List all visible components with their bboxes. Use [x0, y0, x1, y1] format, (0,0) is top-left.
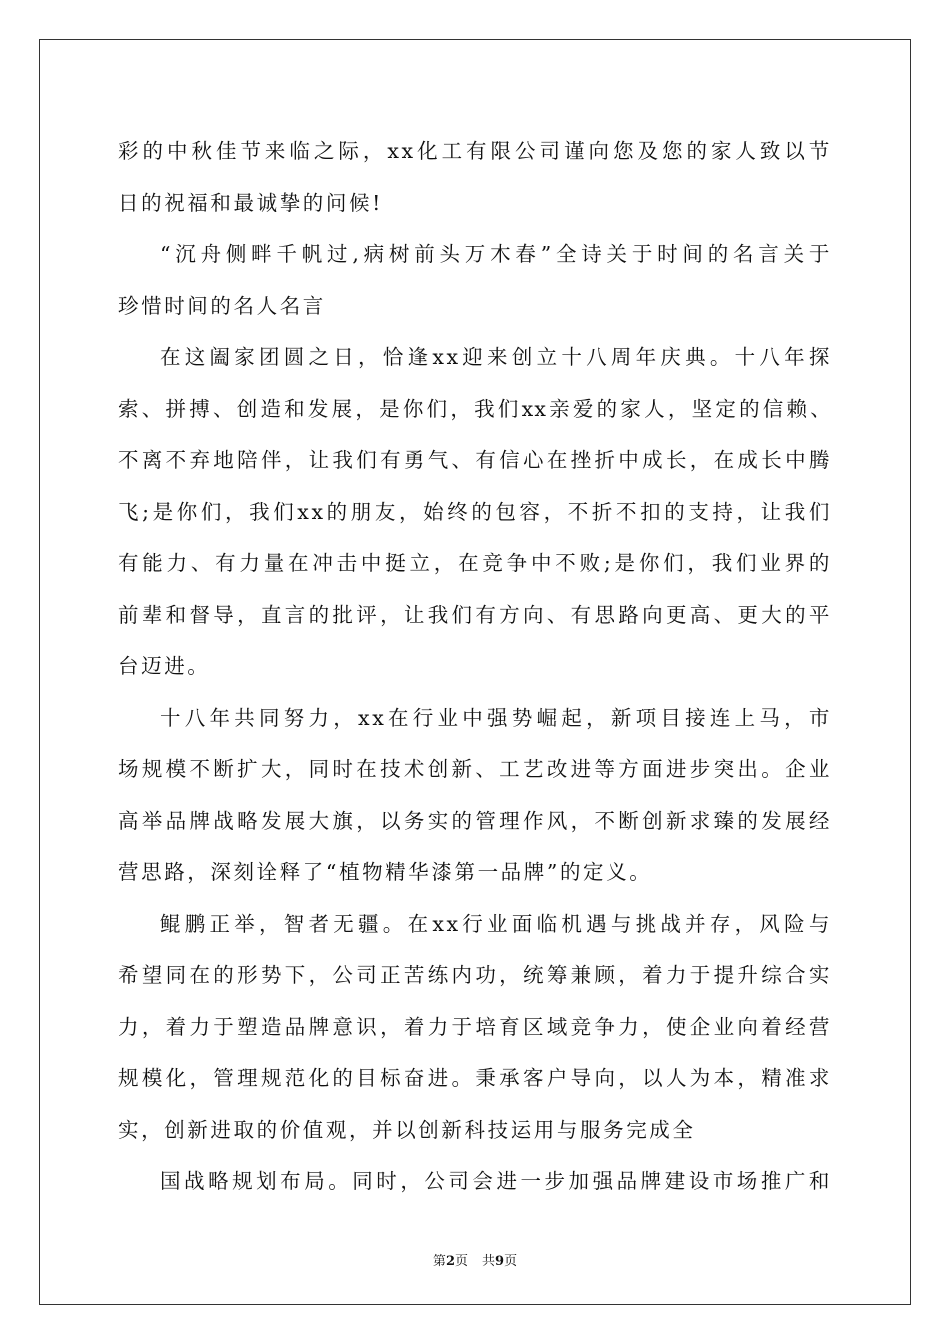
total-pages: 9	[495, 1254, 505, 1269]
page-suffix: 页	[454, 1254, 468, 1269]
text-line: 实，创新进取的价值观，并以创新科技运用与服务完成全	[118, 1118, 696, 1142]
page-footer	[0, 1250, 950, 1269]
text-line: 有能力、有力量在冲击中挺立，在竞争中不败;是你们，我们业界的	[118, 551, 832, 575]
text-line: 飞;是你们，我们xx的朋友，始终的包容，不折不扣的支持，让我们	[118, 500, 832, 524]
text-line: 力，着力于塑造品牌意识，着力于培育区域竞争力，使企业向着经营	[118, 1015, 832, 1039]
total-prefix: 共	[482, 1254, 496, 1269]
total-suffix: 页	[504, 1254, 518, 1269]
text-line: “沉舟侧畔千帆过,病树前头万木春”全诗关于时间的名言关于	[160, 242, 832, 266]
text-line: 鲲鹏正举，智者无疆。在xx行业面临机遇与挑战并存，风险与	[160, 912, 832, 936]
text-line: 彩的中秋佳节来临之际，xx化工有限公司谨向您及您的家人致以节	[118, 139, 832, 163]
text-line: 国战略规划布局。同时，公司会进一步加强品牌建设市场推广和	[160, 1169, 832, 1193]
text-line: 日的祝福和最诚挚的问候!	[118, 191, 383, 215]
text-line: 场规模不断扩大，同时在技术创新、工艺改进等方面进步突出。企业	[118, 757, 832, 781]
page-number: 2	[445, 1254, 455, 1269]
text-line: 珍惜时间的名人名言	[118, 294, 326, 318]
text-line: 规模化，管理规范化的目标奋进。秉承客户导向，以人为本，精准求	[118, 1066, 832, 1090]
text-line: 不离不弃地陪伴，让我们有勇气、有信心在挫折中成长，在成长中腾	[118, 448, 832, 472]
text-line: 高举品牌战略发展大旗，以务实的管理作风，不断创新求臻的发展经	[118, 809, 832, 833]
text-line: 在这阖家团圆之日，恰逢xx迎来创立十八周年庆典。十八年探	[160, 345, 832, 369]
text-line: 索、拼搏、创造和发展，是你们，我们xx亲爱的家人，坚定的信赖、	[118, 397, 832, 421]
text-line: 营思路，深刻诠释了“植物精华漆第一品牌”的定义。	[118, 860, 653, 884]
text-line: 台迈进。	[118, 654, 211, 678]
page-prefix: 第	[432, 1254, 446, 1269]
text-line: 前辈和督导，直言的批评，让我们有方向、有思路向更高、更大的平	[118, 603, 832, 627]
text-line: 希望同在的形势下，公司正苦练内功，统筹兼顾，着力于提升综合实	[118, 963, 832, 987]
text-line: 十八年共同努力，xx在行业中强势崛起，新项目接连上马，市	[160, 706, 832, 730]
